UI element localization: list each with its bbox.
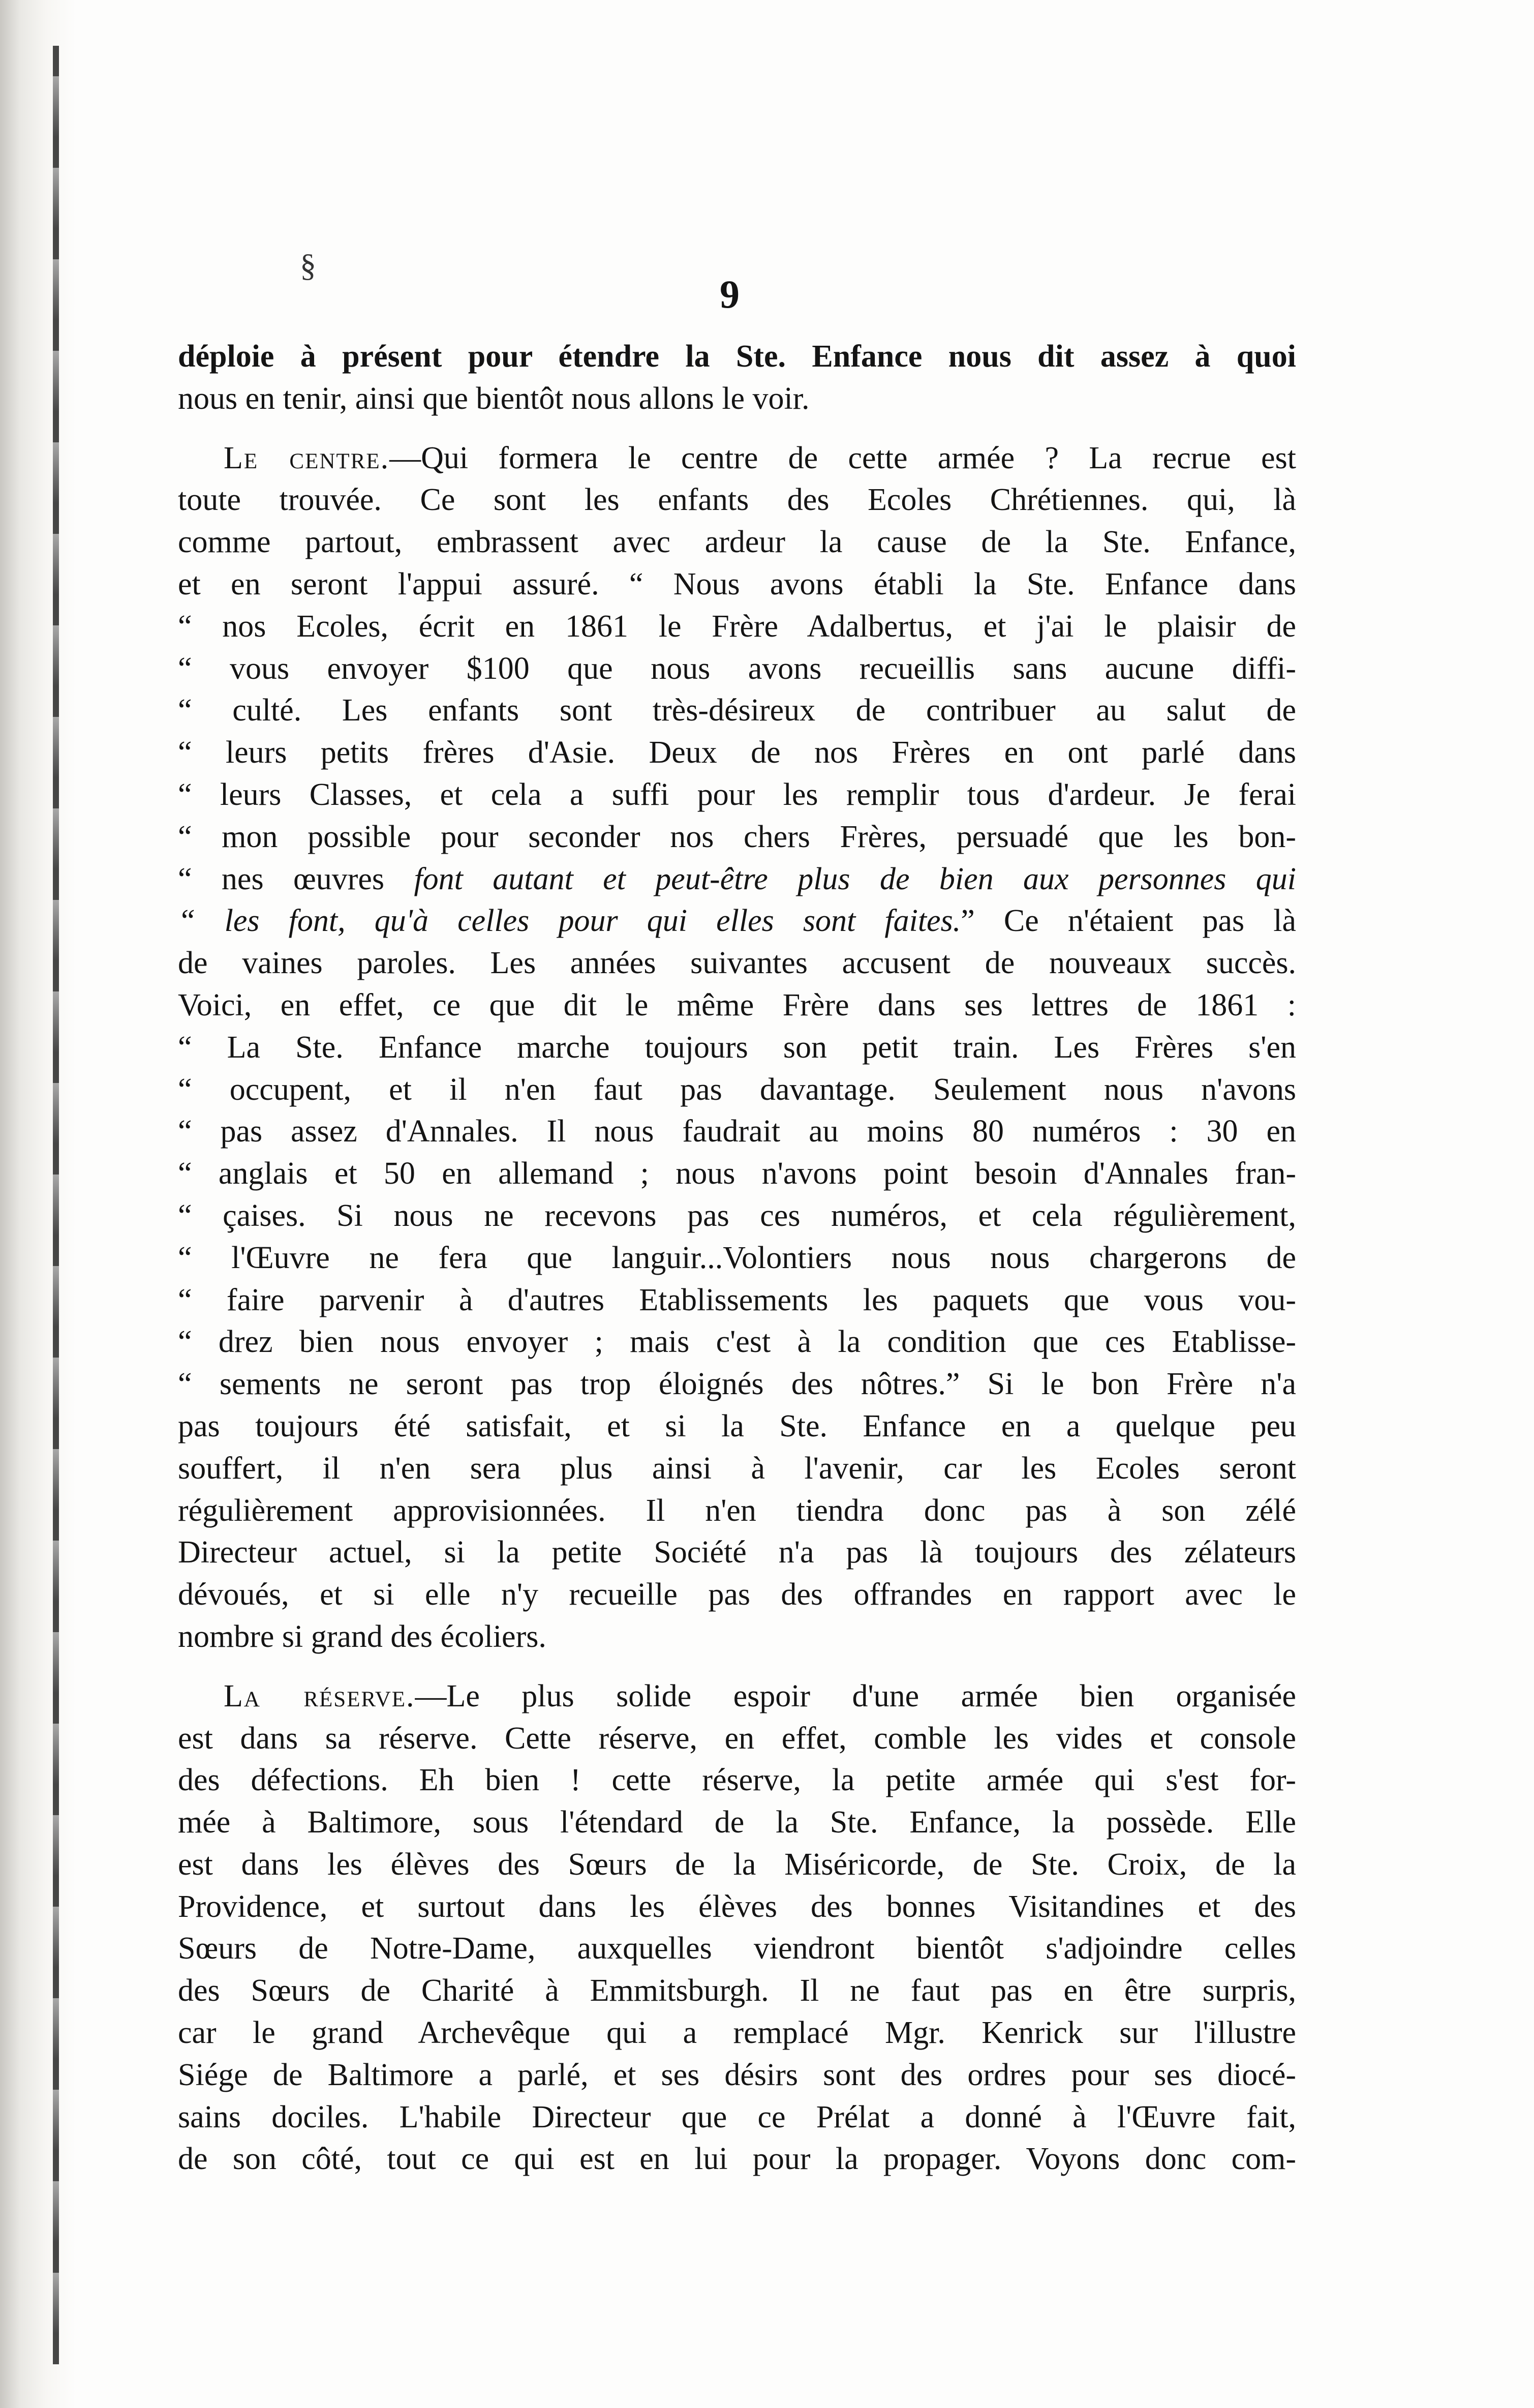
stray-ink-mark: § xyxy=(300,247,316,283)
text-line: nous en tenir, ainsi que bientôt nous allons le voir. xyxy=(178,381,810,416)
text-line-fragment: —Qui formera le centre de cette armée ? La recrue est xyxy=(389,440,1296,475)
text-line: de son côté, tout ce qui est en lui pour la propager. Voyons donc com- xyxy=(178,2142,1296,2177)
text-line: mée à Baltimore, sous l'étendard de la Ste. Enfance, la possède. Elle xyxy=(178,1805,1296,1840)
text-line: “ faire parvenir à d'autres Etablissements les paquets que vous vou- xyxy=(178,1282,1296,1317)
text-line: dévoués, et si elle n'y recueille pas des offrandes en rapport avec le xyxy=(178,1577,1296,1612)
text-line xyxy=(178,1675,1296,1718)
body-text xyxy=(178,336,1296,2180)
text-line: régulièrement approvisionnées. Il n'en tiendra donc pas à son zélé xyxy=(178,1493,1296,1528)
text-line: pas toujours été satisfait, et si la Ste. Enfance en a quelque peu xyxy=(178,1408,1296,1443)
binding-edge-line xyxy=(53,46,59,2364)
italic-quote: font autant et peut-être plus de bien aux personnes qui xyxy=(414,861,1296,896)
text-line: est dans sa réserve. Cette réserve, en effet, comble les vides et console xyxy=(178,1721,1296,1756)
text-line xyxy=(178,858,1296,900)
text-line xyxy=(178,437,1296,479)
text-line: “ vous envoyer $100 que nous avons recueillis sans aucune diffi- xyxy=(178,651,1296,686)
text-line: car le grand Archevêque qui a remplacé Mgr. Kenrick sur l'illustre xyxy=(178,2015,1296,2051)
text-line: des Sœurs de Charité à Emmitsburgh. Il ne faut pas en être surpris, xyxy=(178,1973,1296,2008)
binding-shadow xyxy=(0,0,76,2408)
italic-quote: “ les font, qu'à celles pour qui elles sont faites. xyxy=(178,904,961,939)
text-line: “ La Ste. Enfance marche toujours son petit train. Les Frères s'en xyxy=(178,1030,1296,1065)
text-line-fragment: ” Ce n'étaient pas là xyxy=(961,904,1296,939)
text-line: nombre si grand des écoliers. xyxy=(178,1619,546,1654)
centre-paragraph xyxy=(178,437,1296,1658)
text-line: “ anglais et 50 en allemand ; nous n'avons point besoin d'Annales fran- xyxy=(178,1156,1296,1191)
text-line: Providence, et surtout dans les élèves des bonnes Visitandines et des xyxy=(178,1889,1296,1924)
text-line: “ drez bien nous envoyer ; mais c'est à la condition que ces Etablisse- xyxy=(178,1325,1296,1360)
text-line: “ occupent, et il n'en faut pas davantage. Seulement nous n'avons xyxy=(178,1072,1296,1107)
text-line: Voici, en effet, ce que dit le même Frère dans ses lettres de 1861 : xyxy=(178,987,1296,1022)
text-line: “ leurs Classes, et cela a suffi pour les remplir tous d'ardeur. Je ferai xyxy=(178,777,1296,812)
text-line-fragment: —Le plus solide espoir d'une armée bien organisée xyxy=(415,1678,1296,1713)
text-line: sains dociles. L'habile Directeur que ce Prélat a donné à l'Œuvre fait, xyxy=(178,2099,1296,2134)
reserve-heading: La réserve. xyxy=(224,1678,415,1713)
text-line: Siége de Baltimore a parlé, et ses désirs sont des ordres pour ses diocé- xyxy=(178,2057,1296,2092)
text-line: “ leurs petits frères d'Asie. Deux de nos Frères en ont parlé dans xyxy=(178,735,1296,770)
text-line: “ nos Ecoles, écrit en 1861 le Frère Adalbertus, et j'ai le plaisir de xyxy=(178,609,1296,644)
text-line-fragment: “ nes œuvres xyxy=(178,861,414,896)
opening-paragraph xyxy=(178,336,1296,420)
page-number: 9 xyxy=(720,272,740,316)
text-line: “ l'Œuvre ne fera que languir...Volontiers nous nous chargerons de xyxy=(178,1240,1296,1275)
centre-heading: Le centre. xyxy=(224,440,390,475)
text-line: “ mon possible pour seconder nos chers Frères, persuadé que les bon- xyxy=(178,819,1296,854)
text-line: de vaines paroles. Les années suivantes accusent de nouveaux succès. xyxy=(178,946,1296,981)
text-line: toute trouvée. Ce sont les enfants des Ecoles Chrétiennes. qui, là xyxy=(178,483,1296,518)
text-line: “ pas assez d'Annales. Il nous faudrait au moins 80 numéros : 30 en xyxy=(178,1114,1296,1149)
text-line: des défections. Eh bien ! cette réserve, la petite armée qui s'est for- xyxy=(178,1763,1296,1798)
text-line: Sœurs de Notre-Dame, auxquelles viendront bientôt s'adjoindre celles xyxy=(178,1931,1296,1966)
text-line: et en seront l'appui assuré. “ Nous avons établi la Ste. Enfance dans xyxy=(178,566,1296,601)
text-line: “ culté. Les enfants sont très-désireux de contribuer au salut de xyxy=(178,693,1296,728)
text-line: est dans les élèves des Sœurs de la Miséricorde, de Ste. Croix, de la xyxy=(178,1847,1296,1882)
text-line: comme partout, embrassent avec ardeur la cause de la Ste. Enfance, xyxy=(178,525,1296,560)
text-line: “ çaises. Si nous ne recevons pas ces numéros, et cela régulièrement, xyxy=(178,1198,1296,1233)
text-line: déploie à présent pour étendre la Ste. Enfance nous dit assez à quoi xyxy=(178,339,1296,374)
text-line: souffert, il n'en sera plus ainsi à l'avenir, car les Ecoles seront xyxy=(178,1451,1296,1486)
text-line: “ sements ne seront pas trop éloignés des nôtres.” Si le bon Frère n'a xyxy=(178,1367,1296,1402)
reserve-paragraph xyxy=(178,1675,1296,2181)
text-line: Directeur actuel, si la petite Société n'a pas là toujours des zélateurs xyxy=(178,1535,1296,1570)
text-line xyxy=(178,900,1296,942)
